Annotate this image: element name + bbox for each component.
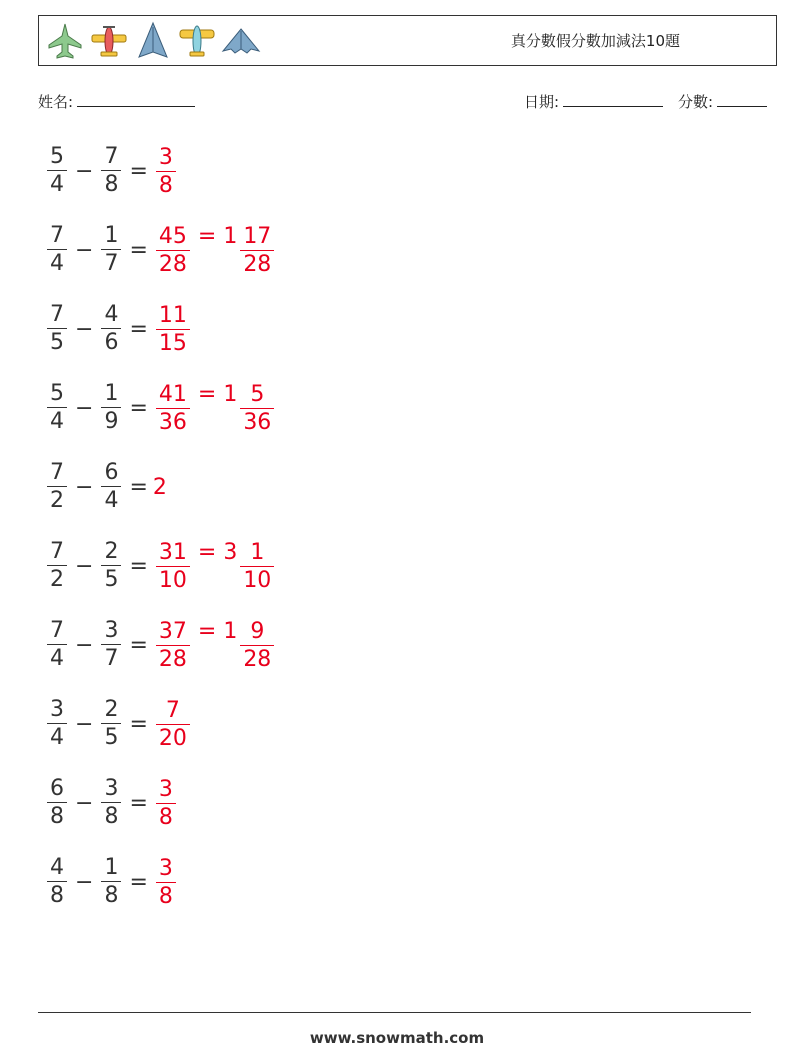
second-fraction-denominator: 9 [101,407,121,433]
mixed-whole-number: 1 [223,224,238,249]
mixed-fraction-denominator: 36 [240,408,274,434]
mixed-fraction [240,384,274,434]
equals-sign: = [129,869,148,895]
answer [153,145,179,197]
equals-sign: = [129,474,148,500]
mixed-fraction-numerator: 17 [243,224,272,249]
answer-fraction-numerator: 3 [158,856,173,881]
equals-sign: = [129,395,148,421]
minus-operator: − [75,711,94,737]
mixed-fraction [240,621,274,671]
second-fraction-numerator: 6 [104,460,119,485]
second-fraction-denominator: 7 [101,644,121,670]
name-field [38,91,195,112]
answer-equals-sign: = [197,382,217,407]
second-fraction-denominator: 5 [101,723,121,749]
answer [153,777,179,829]
first-fraction-numerator: 7 [50,460,64,485]
first-fraction-numerator: 7 [50,302,64,327]
second-fraction [101,304,121,354]
answer [153,224,277,276]
equals-sign: = [129,711,148,737]
answer [153,303,193,355]
minus-operator: − [75,395,94,421]
second-fraction [101,146,121,196]
second-fraction [101,462,121,512]
first-fraction [47,778,67,828]
first-fraction-numerator: 6 [50,776,64,801]
second-fraction-numerator: 1 [104,381,119,406]
first-fraction-numerator: 7 [50,539,64,564]
answer-fraction [156,305,190,355]
equals-sign: = [129,790,148,816]
answer-fraction-denominator: 20 [156,724,190,750]
first-fraction-numerator: 5 [50,144,64,169]
answer-equals-sign: = [197,619,217,644]
answer-fraction-denominator: 10 [156,566,190,592]
first-fraction-numerator: 7 [50,618,64,643]
answer-fraction [156,542,190,592]
answer-fraction-denominator: 8 [156,171,176,197]
second-fraction-numerator: 1 [104,223,119,248]
minus-operator: − [75,237,94,263]
minus-operator: − [75,158,94,184]
second-fraction [101,225,121,275]
score-label: 分數: [678,93,714,111]
equals-sign: = [129,158,148,184]
second-fraction-numerator: 4 [104,302,119,327]
problem-row [44,534,277,598]
answer-fraction [156,384,190,434]
mixed-whole-number: 3 [223,540,238,565]
first-fraction-numerator: 7 [50,223,64,248]
problem-row [44,376,277,440]
answer-fraction-denominator: 36 [156,408,190,434]
answer-fraction-numerator: 7 [165,698,180,723]
second-fraction-denominator: 5 [101,565,121,591]
first-fraction [47,699,67,749]
worksheet-title: 真分數假分數加減法10題 [510,32,680,50]
second-fraction-numerator: 7 [104,144,119,169]
footer-divider [38,1012,751,1013]
answer-fraction [156,226,190,276]
name-blank[interactable] [77,92,195,107]
second-fraction-denominator: 6 [101,328,121,354]
mixed-fraction-numerator: 9 [250,619,265,644]
answer-fraction-numerator: 11 [158,303,187,328]
first-fraction-numerator: 3 [50,697,64,722]
answer-fraction-numerator: 3 [158,777,173,802]
minus-operator: − [75,553,94,579]
first-fraction [47,383,67,433]
problem-row [44,771,179,835]
equals-sign: = [129,316,148,342]
answer-fraction-numerator: 31 [158,540,187,565]
mixed-whole-number: 1 [223,619,238,644]
second-fraction-numerator: 1 [104,855,119,880]
answer-fraction-denominator: 28 [156,250,190,276]
mixed-fraction [240,226,274,276]
answer-fraction [156,700,190,750]
first-fraction [47,620,67,670]
answer-fraction-denominator: 8 [156,882,176,908]
first-fraction-numerator: 4 [50,855,64,880]
problem-row [44,455,167,519]
first-fraction-denominator: 8 [47,802,67,828]
propeller-plane-icon [177,21,217,61]
problem-row [44,297,193,361]
first-fraction [47,541,67,591]
jet-fighter-icon [45,21,85,61]
answer-fraction [156,621,190,671]
second-fraction [101,383,121,433]
minus-operator: − [75,790,94,816]
date-blank[interactable] [563,92,663,107]
minus-operator: − [75,869,94,895]
answer-fraction-numerator: 3 [158,145,173,170]
first-fraction [47,462,67,512]
answer [153,619,277,671]
problem-row [44,850,179,914]
footer-url: www.snowmath.com [309,1029,485,1047]
date-field [524,91,663,112]
stealth-jet-icon [221,21,261,61]
first-fraction [47,146,67,196]
second-fraction-numerator: 2 [104,697,119,722]
answer [153,475,167,500]
first-fraction-denominator: 2 [47,565,67,591]
mixed-fraction-numerator: 1 [250,540,265,565]
second-fraction-denominator: 8 [101,881,121,907]
answer-fraction-numerator: 45 [158,224,187,249]
first-fraction-denominator: 5 [47,328,67,354]
first-fraction-denominator: 4 [47,170,67,196]
date-label: 日期: [524,93,560,111]
second-fraction-numerator: 3 [104,776,119,801]
answer-fraction-numerator: 37 [158,619,187,644]
answer [153,382,277,434]
score-blank[interactable] [717,92,767,107]
minus-operator: − [75,316,94,342]
propeller-plane-icon [89,21,129,61]
header-icons [45,21,261,61]
second-fraction-denominator: 8 [101,802,121,828]
second-fraction-denominator: 4 [101,486,121,512]
first-fraction-denominator: 4 [47,723,67,749]
answer-fraction-denominator: 28 [156,645,190,671]
mixed-fraction-numerator: 5 [250,382,265,407]
name-label: 姓名: [38,93,74,111]
answer-equals-sign: = [197,224,217,249]
second-fraction-denominator: 7 [101,249,121,275]
mixed-fraction-denominator: 28 [240,250,274,276]
answer-fraction-numerator: 41 [158,382,187,407]
first-fraction [47,225,67,275]
first-fraction [47,857,67,907]
first-fraction-denominator: 4 [47,407,67,433]
second-fraction [101,857,121,907]
problem-row [44,218,277,282]
equals-sign: = [129,632,148,658]
answer [153,856,179,908]
answer-fraction [156,858,176,908]
answer-fraction-denominator: 15 [156,329,190,355]
second-fraction [101,699,121,749]
problem-row [44,139,179,203]
first-fraction-denominator: 4 [47,644,67,670]
mixed-fraction-denominator: 28 [240,645,274,671]
first-fraction-denominator: 8 [47,881,67,907]
second-fraction [101,541,121,591]
second-fraction [101,620,121,670]
first-fraction-denominator: 4 [47,249,67,275]
equals-sign: = [129,237,148,263]
problem-row [44,692,193,756]
answer-fraction [156,147,176,197]
minus-operator: − [75,632,94,658]
answer [153,698,193,750]
score-field [678,91,767,112]
first-fraction-denominator: 2 [47,486,67,512]
first-fraction-numerator: 5 [50,381,64,406]
second-fraction-numerator: 3 [104,618,119,643]
second-fraction [101,778,121,828]
minus-operator: − [75,474,94,500]
answer-fraction-denominator: 8 [156,803,176,829]
mixed-whole-number: 1 [223,382,238,407]
mixed-fraction [240,542,274,592]
second-fraction-denominator: 8 [101,170,121,196]
equals-sign: = [129,553,148,579]
mixed-fraction-denominator: 10 [240,566,274,592]
first-fraction [47,304,67,354]
answer-integer: 2 [152,474,167,500]
answer-equals-sign: = [197,540,217,565]
problem-row [44,613,277,677]
second-fraction-numerator: 2 [104,539,119,564]
answer [153,540,277,592]
answer-fraction [156,779,176,829]
header-box [38,15,777,66]
delta-jet-icon [133,21,173,61]
